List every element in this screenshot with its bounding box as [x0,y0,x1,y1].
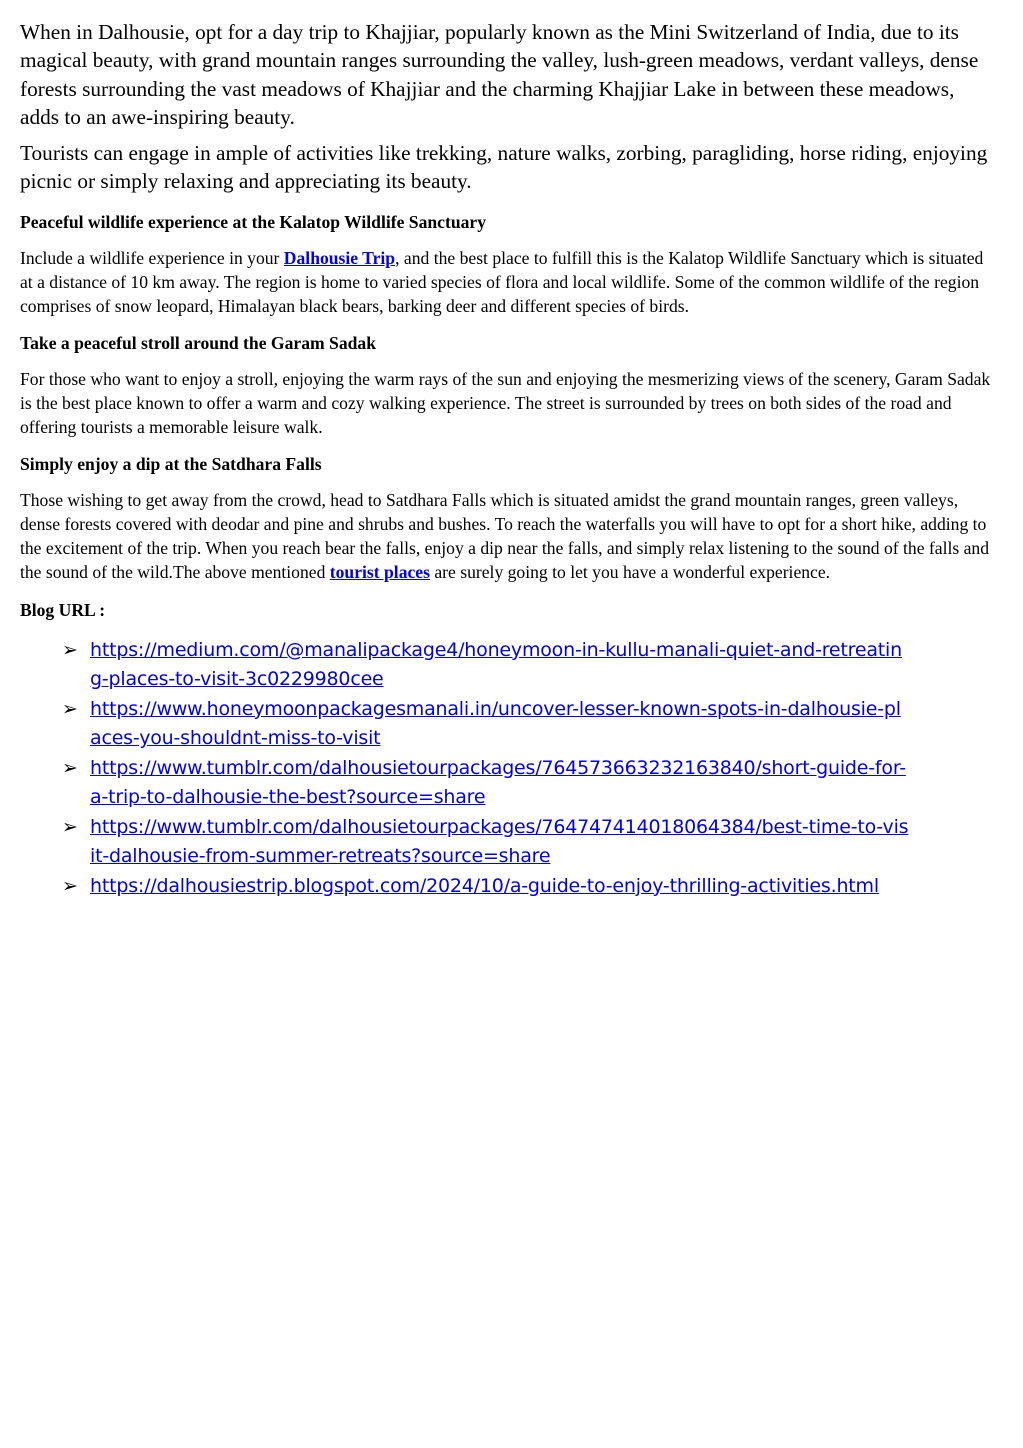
list-item [20,636,910,695]
document-page [20,18,996,901]
blog-url-link[interactable]: https://dalhousiestrip.blogspot.com/2024/10/a-guide-to-enjoy-thrilling-activities.html [90,874,879,897]
arrow-bullet-icon: ➢ [62,756,78,779]
list-item [20,872,910,902]
list-item [20,813,910,872]
blog-url-link[interactable]: https://medium.com/@manalipackage4/honeymoon-in-kullu-manali-quiet-and-retreating-places-to-visit-3c0229980cee [90,638,902,691]
paragraph-satdhara [20,488,996,584]
kalatop-text-end: , and the best place to fulfill this is the Kalatop Wildlife Sanctuary which is situated at a distance of 10 km away. The region is home to varied species of flora and local wildlife. Some of the common wildlife of the region comprises of snow leopard, Himalayan black bears, barking deer and different species of birds. [20,247,984,316]
heading-kalatop: Peaceful wildlife experience at the Kalatop Wildlife Sanctuary [20,211,487,232]
list-item [20,754,910,813]
arrow-bullet-icon: ➢ [62,874,78,897]
satdhara-text-start: Those wishing to get away from the crowd, head to Satdhara Falls which is situated amidst the grand mountain ranges, green valleys, dense forests covered with deodar and pine and shrubs and bushes. To reach the waterfalls you will have to opt for a short hike, adding to the excitement of the trip. When you reach bear the falls, enjoy a dip near the falls, and simply relax listening to the sound of the falls and the sound of the wild.The above mentioned [20,489,989,582]
blog-url-link[interactable]: https://www.tumblr.com/dalhousietourpackages/764747414018064384/best-time-to-visit-dalhousie-from-summer-retreats?source=share [90,815,909,868]
paragraph-garam-sadak: For those who want to enjoy a stroll, enjoying the warm rays of the sun and enjoying the mesmerizing views of the scenery, Garam Sadak is the best place known to offer a warm and cozy walking experience. The street is surrounded by trees on both sides of the road and offering tourists a memorable leisure walk. [20,368,991,437]
intro-paragraph-khajjiar: When in Dalhousie, opt for a day trip to Khajjiar, popularly known as the Mini Switzerland of India, due to its magical beauty, with grand mountain ranges surrounding the valley, lush-green meadows, verdant valleys, dense forests surrounding the vast meadows of Khajjiar and the charming Khajjiar Lake in between these meadows, adds to an awe-inspiring beauty. [20,20,979,129]
blog-url-list [20,636,996,902]
paragraph-kalatop [20,246,996,318]
blog-url-link[interactable]: https://www.tumblr.com/dalhousietourpackages/764573663232163840/short-guide-for-a-trip-to-dalhousie-the-best?source=share [90,756,906,809]
blog-url-heading: Blog URL : [20,599,106,620]
satdhara-text-end: are surely going to let you have a wonderful experience. [429,561,831,582]
heading-garam-sadak: Take a peaceful stroll around the Garam Sadak [20,332,376,353]
dalhousie-trip-link[interactable]: Dalhousie Trip [283,247,396,268]
blog-url-link[interactable]: https://www.honeymoonpackagesmanali.in/uncover-lesser-known-spots-in-dalhousie-places-you-shouldnt-miss-to-visit [90,697,901,750]
list-item [20,695,910,754]
arrow-bullet-icon: ➢ [62,638,78,661]
arrow-bullet-icon: ➢ [62,815,78,838]
intro-paragraph-activities: Tourists can engage in ample of activities like trekking, nature walks, zorbing, paragliding, horse riding, enjoying picnic or simply relaxing and appreciating its beauty. [20,141,988,194]
heading-satdhara: Simply enjoy a dip at the Satdhara Falls [20,453,322,474]
tourist-places-link[interactable]: tourist places [329,561,430,582]
kalatop-text-start: Include a wildlife experience in your [20,247,284,268]
arrow-bullet-icon: ➢ [62,697,78,720]
